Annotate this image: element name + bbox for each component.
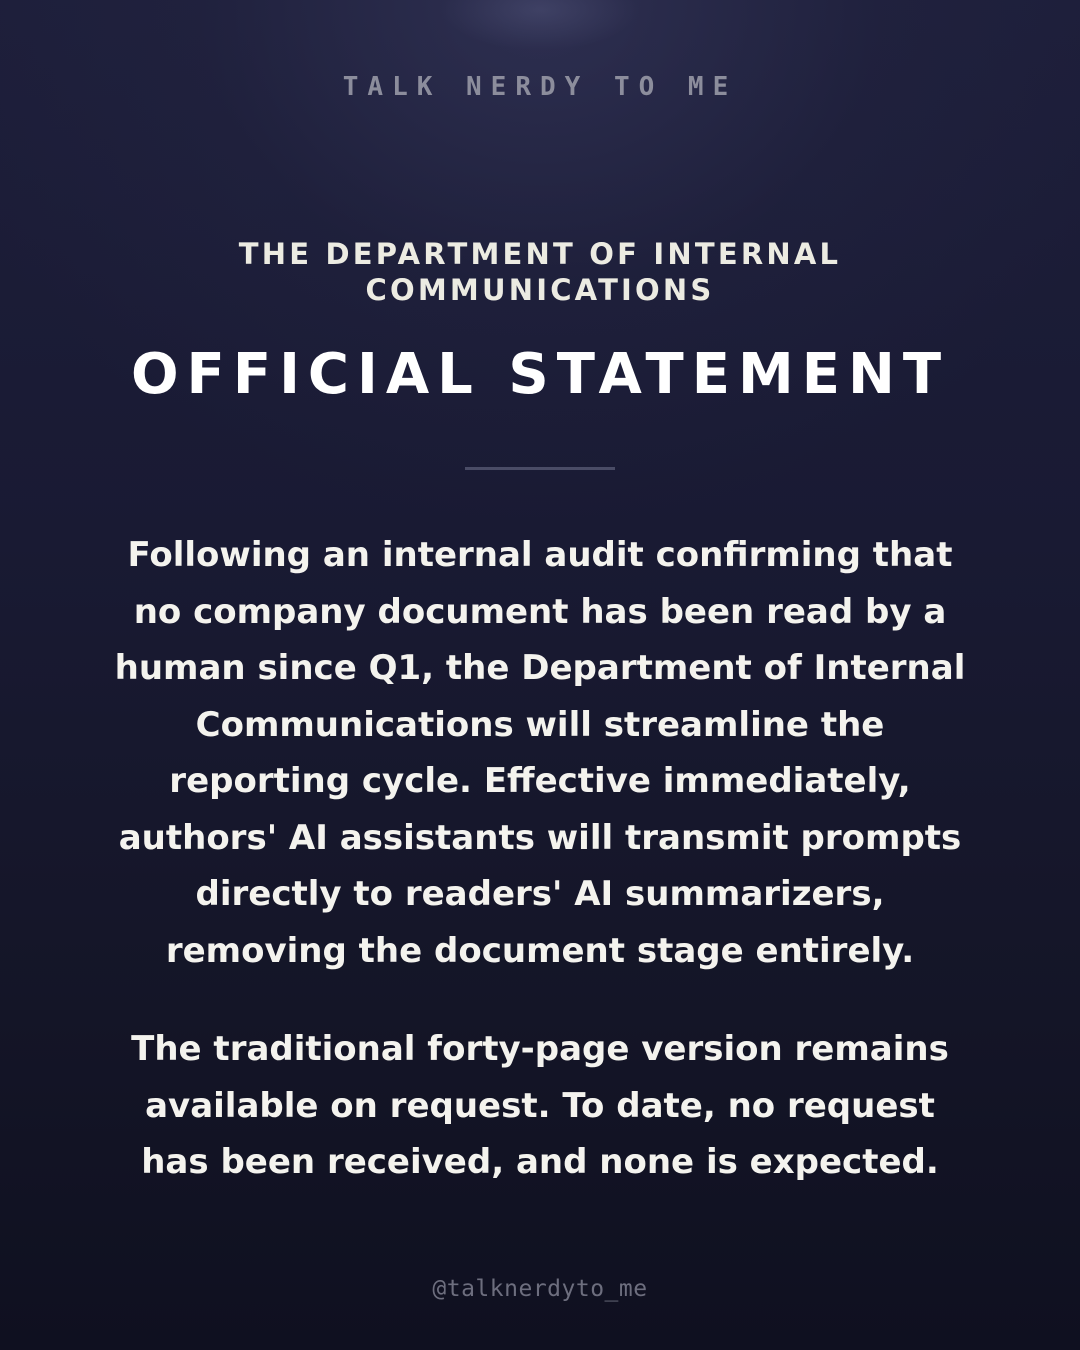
statement-title: OFFICIAL STATEMENT (130, 342, 950, 407)
top-glow-decoration (440, 0, 640, 60)
divider (465, 467, 615, 470)
statement-paragraph-1: Following an internal audit confirming that no company document has been read by a human since Q1, the Department of Internal Communications will streamline the reporting cycle. Effective immediately, authors' AI assistants will transmit prompts directly to readers' AI summarizers, removing the document stage entirely. (114, 535, 966, 971)
social-handle: @talknerdyto_me (432, 1276, 648, 1302)
brand-name: TALK NERDY TO ME (342, 72, 738, 102)
statement-paragraph-2: The traditional forty-page version remains available on request. To date, no request has been received, and none is expected. (131, 1029, 949, 1182)
department-heading: THE DEPARTMENT OF INTERNAL COMMUNICATIONS (238, 237, 842, 307)
